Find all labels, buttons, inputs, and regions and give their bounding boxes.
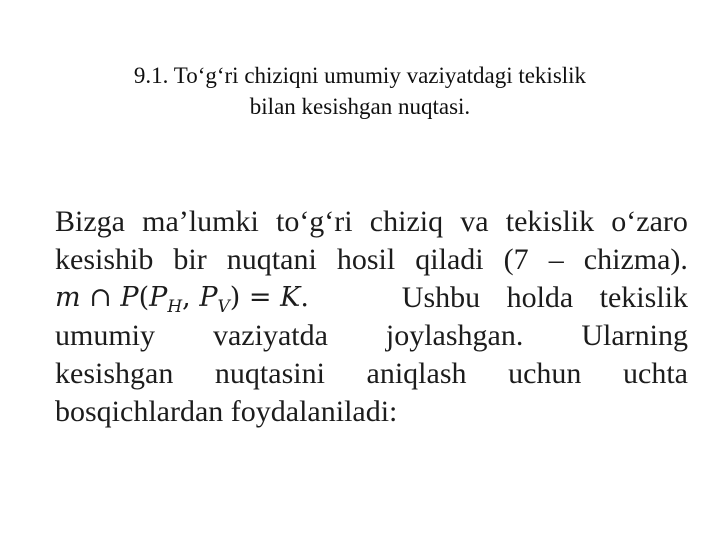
formula-k: K [280,282,301,313]
body-line-2 [55,241,688,279]
formula-ph-sub: H [167,297,183,317]
formula-equals: = [248,282,272,313]
formula-paren-close: ) [229,282,241,313]
intersection-formula [55,279,309,317]
word: bir [173,243,207,276]
word: to‘g‘ri [275,205,353,238]
word: va [460,205,489,238]
word: umumiy [55,319,156,352]
formula-paren-open: ( [138,282,150,313]
word: joylashgan. [385,319,524,352]
word: chiziq [369,205,444,238]
word: – [548,243,564,276]
word: Bizga [55,205,125,238]
formula-m: m [55,282,81,313]
formula-ph-base: P [149,282,168,313]
word: Ushbu [401,281,481,314]
intersection-symbol: ∩ [89,282,112,313]
title-line-2: bilan kesishgan nuqtasi. [249,94,471,119]
formula-plane-p: P [120,282,139,313]
word: aniqlash [366,357,467,390]
word: kesishgan [55,357,174,390]
word: tekislik [505,205,595,238]
word: o‘zaro [611,205,688,238]
title-line-1: 9.1. To‘g‘ri chiziqni umumiy vaziyatdagi tekislik [133,63,587,88]
word: (7 [503,243,529,276]
word: uchta [623,357,688,390]
body-line-6-text: bosqichlardan foydalaniladi: [55,395,398,428]
body-line-1 [55,203,688,241]
word: nuqtasini [214,357,325,390]
formula-dot: . [300,282,309,313]
word: tekislik [599,281,688,314]
word: uchun [508,357,582,390]
word: holda [506,281,574,314]
body-text [55,203,688,431]
body-line-4 [55,317,688,355]
slide-title [40,60,680,122]
formula-pv-sub: V [217,297,230,317]
word: Ularning [581,319,688,352]
word: nuqtani [226,243,317,276]
word: chizma). [583,243,688,276]
word: vaziyatda [212,319,328,352]
word: kesishib [55,243,154,276]
body-line-6 [55,393,688,431]
body-line-3 [55,279,688,317]
word: qiladi [415,243,484,276]
formula-pv-base: P [199,282,218,313]
body-line-5 [55,355,688,393]
formula-comma: , [182,282,191,313]
word: hosil [336,243,396,276]
word: ma’lumki [142,205,259,238]
